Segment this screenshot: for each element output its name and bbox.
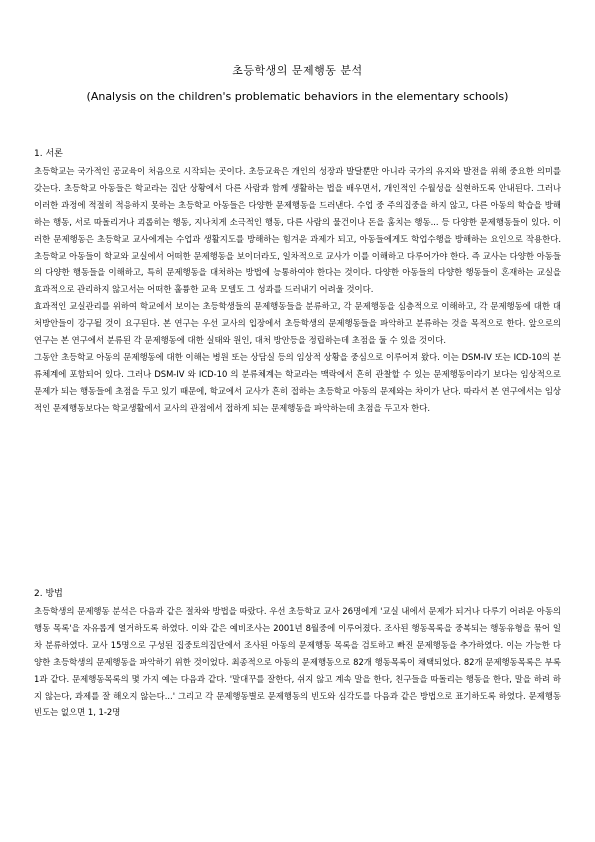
- paragraph: 효과적인 교실관리를 위하여 학교에서 보이는 초등학생들의 문제행동들을 분류하고, 각 문제행동을 심층적으로 이해하고, 각 문제행동에 대한 대처방안들이 강구될 것이 요구된다. 본 연구는 우선 교사의 입장에서 초등학생의 문제행동들을 파악하고 분류하는 것을 목적으로 한다. 앞으로의 연구는 본 연구에서 분류된 각 문제행동에 대한 실태와 원인, 대처 방안등을 정립하는데 초점을 둘 수 있을 것이다.: [34, 301, 561, 346]
- paragraph: 초등학생의 문제행동 분석은 다음과 같은 절차와 방법을 따랐다. 우선 초등학교 교사 26명에게 '교실 내에서 문제가 되거나 다루기 어려운 아동의 행동 목록'을 자유롭게 열거하도록 하였다. 이와 같은 예비조사는 2001년 8월중에 이루어졌다. 조사된 행동목록을 중복되는 행동유형을 묶어 일차 분류하였다. 교사 15명으로 구성된 집중토의집단에서 조사된 아동의 문제행동 목록을 검토하고 빠진 문제행동을 추가하였다. 이는 가능한 다양한 초등학생의 문제행동을 파악하기 위한 것이었다. 최종적으로 아동의 문제행동으로 82개 행동목록이 채택되었다. 82개 문제행동목록은 부록1과 같다. 문제행동목록의 몇 가지 예는 다음과 같다. '말대꾸를 잘한다, 쉬지 않고 계속 말을 한다, 친구들을 따돌리는 행동을 한다, 말을 하려 하지 않는다, 과제를 잘 해오지 않는다...' 그리고 각 문제행동별로 문제행동의 빈도와 심각도를 다음과 같은 방법으로 표기하도록 하였다. 문제행동빈도는 없으면 1, 1-2명: [34, 606, 561, 718]
- paragraph: 초등학교는 국가적인 공교육이 처음으로 시작되는 곳이다. 초등교육은 개인의 성장과 발달뿐만 아니라 국가의 유지와 발전을 위해 중요한 의미를 갖는다. 초등학교 아동들은 학교라는 집단 상황에서 다른 사람과 함께 생활하는 법을 배우면서, 개인적인 수월성을 실현하도록 안내된다. 그러나 이러한 과정에 적절히 적응하지 못하는 초등학교 아동들은 다양한 문제행동을 드러낸다. 수업 중 주의집중을 하지 않고, 다른 아동의 학습을 방해하는 행동, 서로 따돌리거나 괴롭히는 행동, 지나치게 소극적인 행동, 다른 사람의 물건이나 돈을 훔치는 행동... 등 다양한 문제행동들이 있다. 이러한 문제행동은 초등학교 교사에게는 수업과 생활지도를 방해하는 힘겨운 과제가 되고, 아동들에게도 학업수행을 방해하는 요인으로 작용한다. 초등학교 아동들이 학교와 교실에서 어떠한 문제행동을 보이더라도, 일차적으로 교사가 이를 이해하고 다루어가야 한다. 즉 교사는 다양한 아동들의 다양한 행동들을 이해하고, 특히 문제행동을 대처하는 방법에 능통하여야 한다는 것이다. 다양한 아동들의 다양한 행동들이 혼재하는 교실을 효과적으로 관리하지 않고서는 어떠한 훌륭한 교육 모델도 그 성과를 드러내기 어려울 것이다.: [34, 166, 561, 295]
- section-heading-method: 2. 방법: [34, 589, 63, 599]
- section-body-introduction: [34, 163, 561, 417]
- paragraph: 그동안 초등학교 아동의 문제행동에 대한 이해는 병원 또는 상담실 등의 임상적 상황을 중심으로 이루어져 왔다. 이는 DSM-IV 또는 ICD-10의 분류체계에 포함되어 있다. 그러나 DSM-IV 와 ICD-10 의 분류체계는 학교라는 맥락에서 흔히 관찰할 수 있는 문제행동이라기 보다는 임상적으로 문제가 되는 행동들에 초점을 두고 있기 때문에, 학교에서 교사가 흔히 접하는 초등학교 아동의 문제와는 차이가 난다. 따라서 본 연구에서는 임상적인 문제행동보다는 학교생활에서 교사의 관점에서 접하게 되는 문제행동을 파악하는데 초점을 두고자 한다.: [34, 351, 561, 413]
- section-heading-introduction: 1. 서론: [34, 149, 63, 159]
- paper-title: 초등학생의 문제행동 분석: [232, 64, 363, 77]
- section-body-method: [34, 603, 561, 721]
- paper-subtitle: (Analysis on the children's problematic behaviors in the elementary schools): [86, 90, 509, 103]
